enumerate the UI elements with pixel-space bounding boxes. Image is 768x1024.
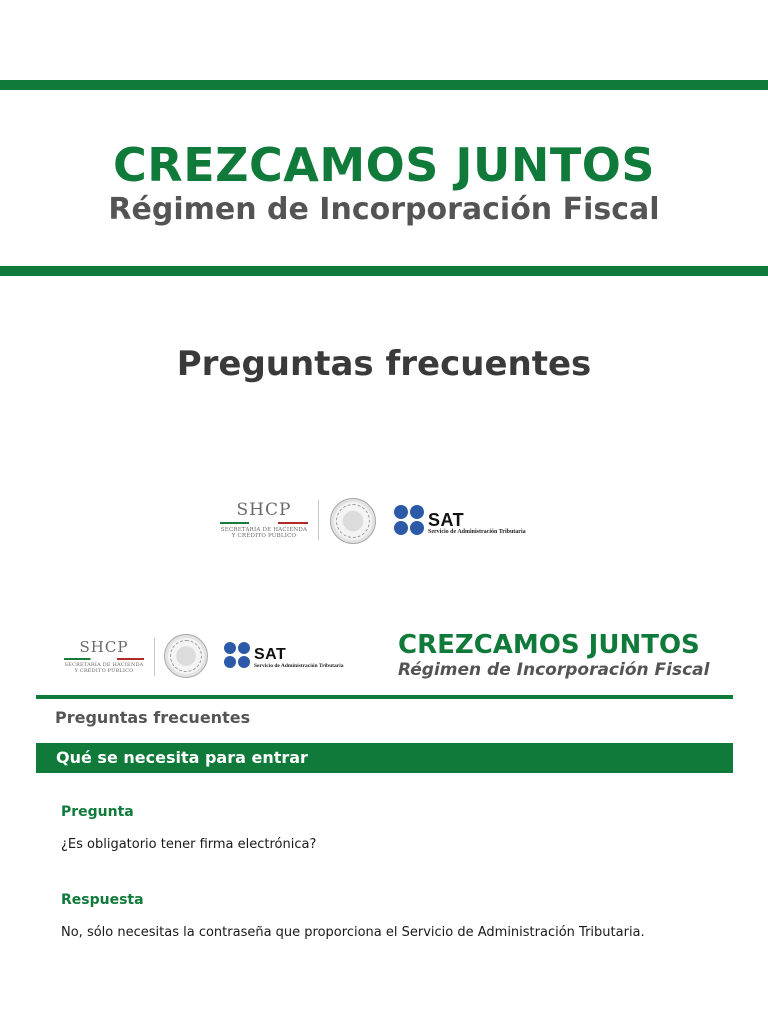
top-green-bar bbox=[0, 80, 768, 90]
shcp-logo-line2: Y CRÉDITO PÚBLICO bbox=[231, 533, 297, 540]
sat-dot bbox=[238, 642, 250, 654]
sat-dots-icon bbox=[394, 505, 426, 537]
shcp-logo-line1: SECRETARÍA DE HACIENDA bbox=[64, 662, 144, 668]
sat-logo-name: SAT bbox=[254, 646, 287, 663]
section-divider bbox=[36, 695, 733, 699]
section-label: Preguntas frecuentes bbox=[55, 708, 251, 727]
sat-dot bbox=[410, 505, 424, 519]
page-brand-title: CREZCAMOS JUNTOS bbox=[398, 630, 700, 660]
shcp-logo-name: SHCP bbox=[79, 638, 129, 656]
sat-logo-tagline: Servicio de Administración Tributaria bbox=[254, 663, 344, 669]
sat-logo-name: SAT bbox=[428, 510, 465, 530]
sat-dot bbox=[224, 656, 236, 668]
shcp-logo-rule bbox=[64, 658, 144, 660]
shcp-logo-name: SHCP bbox=[236, 500, 292, 520]
document-heading: Preguntas frecuentes bbox=[176, 344, 592, 384]
sat-dot bbox=[410, 521, 424, 535]
sat-logo-small bbox=[224, 642, 374, 672]
sat-dot bbox=[394, 505, 408, 519]
logo-divider bbox=[318, 500, 319, 540]
seal-ring bbox=[170, 640, 202, 672]
seal-ring bbox=[336, 504, 370, 538]
shcp-logo-rule bbox=[220, 522, 308, 524]
shcp-logo-small bbox=[64, 638, 144, 675]
cover-subtitle: Régimen de Incorporación Fiscal bbox=[108, 192, 660, 227]
mexico-seal-icon bbox=[330, 498, 376, 544]
sat-logo bbox=[394, 505, 554, 537]
sat-dot bbox=[238, 656, 250, 668]
page-brand-subtitle: Régimen de Incorporación Fiscal bbox=[398, 660, 710, 680]
question-text: ¿Es obligatorio tener firma electrónica? bbox=[61, 837, 317, 852]
shcp-logo-line1: SECRETARÍA DE HACIENDA bbox=[220, 527, 308, 533]
question-label: Pregunta bbox=[61, 804, 134, 820]
logo-divider-small bbox=[154, 638, 155, 676]
sat-dot bbox=[394, 521, 408, 535]
shcp-logo bbox=[220, 500, 308, 540]
shcp-logo-line2: Y CRÉDITO PÚBLICO bbox=[74, 667, 134, 674]
bottom-green-bar bbox=[0, 266, 768, 276]
sat-dots-icon bbox=[224, 642, 252, 670]
sat-logo-tagline: Servicio de Administración Tributaria bbox=[428, 529, 526, 535]
cover-title: CREZCAMOS JUNTOS bbox=[113, 138, 655, 192]
mexico-seal-icon bbox=[164, 634, 208, 678]
answer-text: No, sólo necesitas la contraseña que proporciona el Servicio de Administración Tributaria. bbox=[61, 925, 645, 940]
sat-dot bbox=[224, 642, 236, 654]
answer-label: Respuesta bbox=[61, 892, 144, 908]
category-title: Qué se necesita para entrar bbox=[56, 748, 308, 767]
